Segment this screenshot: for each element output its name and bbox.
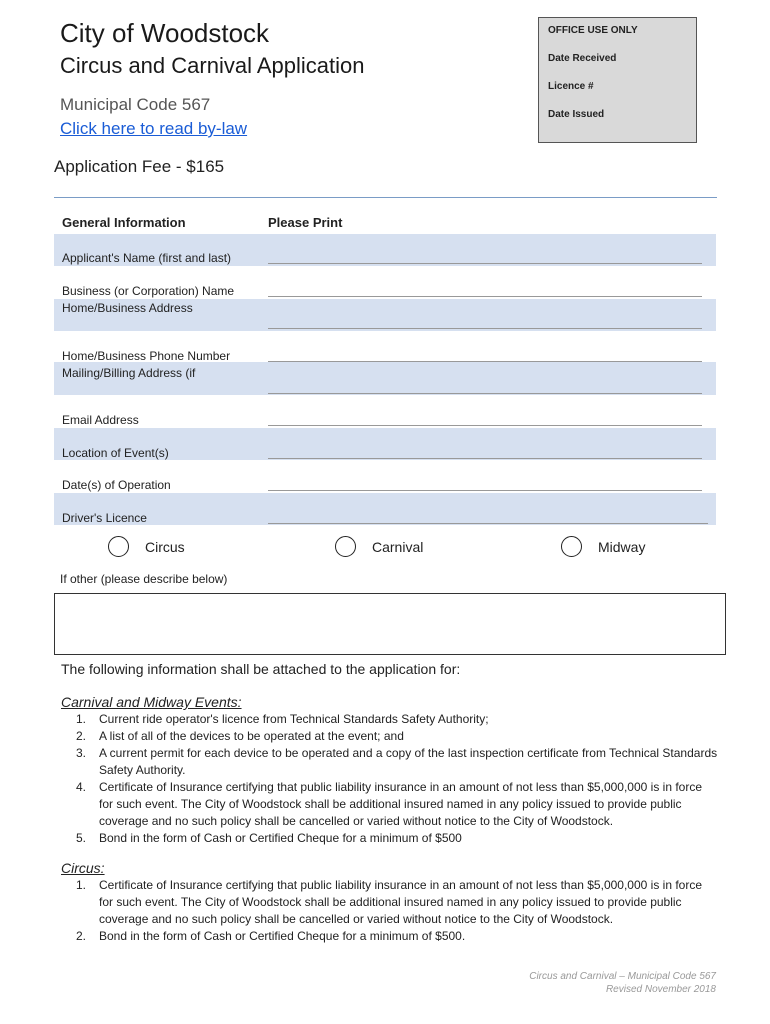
list-item <box>76 928 719 945</box>
list-text: A list of all of the devices to be operated at the event; and <box>99 729 404 743</box>
list-text: Bond in the form of Cash or Certified Cheque for a minimum of $500 <box>99 831 462 845</box>
list-number: 2. <box>76 729 87 743</box>
application-fee: Application Fee - $165 <box>54 157 225 176</box>
circus-requirements-list <box>76 877 719 945</box>
list-item <box>76 877 719 928</box>
list-text: Certificate of Insurance certifying that public liability insurance in an amount of not less than $5,000,000 is in force for such event. The City of Woodstock shall be additional insured named in any policy issued to provide public coverage and no such policy shall be cancelled or varied without notice to the City of Woodstock. <box>99 878 703 926</box>
home-address-field[interactable] <box>268 328 702 329</box>
carnival-section-title: Carnival and Midway Events: <box>61 694 242 710</box>
general-info-heading: General Information <box>62 215 186 230</box>
mailing-address-field[interactable] <box>268 393 702 394</box>
list-number: 3. <box>76 746 87 760</box>
office-use-title: OFFICE USE ONLY <box>548 25 638 36</box>
attachments-intro: The following information shall be attached to the application for: <box>61 661 461 677</box>
applicant-name-label: Applicant's Name (first and last) <box>62 251 232 265</box>
form-title: Circus and Carnival Application <box>60 53 365 78</box>
midway-option[interactable] <box>561 536 645 557</box>
location-field[interactable] <box>268 458 702 459</box>
circus-section-title: Circus: <box>61 860 105 876</box>
carnival-radio[interactable] <box>335 536 356 557</box>
please-print-heading: Please Print <box>268 215 343 230</box>
list-number: 1. <box>76 878 87 892</box>
dates-field[interactable] <box>268 490 702 491</box>
list-item <box>76 728 719 745</box>
location-label: Location of Event(s) <box>62 446 169 460</box>
municipal-code: Municipal Code 567 <box>60 95 211 114</box>
phone-label: Home/Business Phone Number <box>62 349 231 363</box>
drivers-licence-field[interactable] <box>268 523 708 524</box>
licence-number-label: Licence # <box>548 81 594 92</box>
circus-option-label: Circus <box>145 538 185 555</box>
business-name-label: Business (or Corporation) Name <box>62 284 235 298</box>
phone-field[interactable] <box>268 361 702 362</box>
list-number: 4. <box>76 780 87 794</box>
list-item <box>76 779 719 830</box>
bylaw-link[interactable]: Click here to read by-law <box>60 119 248 138</box>
list-number: 2. <box>76 929 87 943</box>
list-item <box>76 745 719 779</box>
list-item <box>76 711 719 728</box>
list-item <box>76 830 719 847</box>
home-address-label: Home/Business Address <box>62 301 193 315</box>
footer-revised: Revised November 2018 <box>605 984 716 995</box>
city-title: City of Woodstock <box>60 18 270 48</box>
list-text: Certificate of Insurance certifying that public liability insurance in an amount of not less than $5,000,000 is in force for such event. The City of Woodstock shall be additional insured named in any policy issued to provide public coverage and no such policy shall be cancelled or varied without notice to the City of Woodstock. <box>99 780 703 828</box>
date-issued-label: Date Issued <box>548 109 605 120</box>
list-text: Bond in the form of Cash or Certified Cheque for a minimum of $500. <box>99 929 466 943</box>
date-received-label: Date Received <box>548 53 617 64</box>
list-number: 1. <box>76 712 87 726</box>
applicant-name-field[interactable] <box>268 263 702 264</box>
list-text: A current permit for each device to be operated and a copy of the last inspection certificate from Technical Standards Safety Authority. <box>99 746 718 777</box>
footer <box>529 970 716 996</box>
carnival-option-label: Carnival <box>372 538 424 555</box>
carnival-option[interactable] <box>335 536 423 557</box>
list-number: 5. <box>76 831 87 845</box>
circus-option[interactable] <box>108 536 185 557</box>
footer-title: Circus and Carnival – Municipal Code 567 <box>529 971 716 982</box>
other-description-label: If other (please describe below) <box>60 572 228 586</box>
dates-label: Date(s) of Operation <box>62 478 171 492</box>
carnival-requirements-list <box>76 711 719 847</box>
drivers-licence-label: Driver's Licence <box>62 511 147 525</box>
business-name-field[interactable] <box>268 296 702 297</box>
mailing-address-label: Mailing/Billing Address (if <box>62 366 196 380</box>
midway-radio[interactable] <box>561 536 582 557</box>
midway-option-label: Midway <box>598 538 646 555</box>
email-field[interactable] <box>268 425 702 426</box>
divider <box>54 197 717 198</box>
list-text: Current ride operator's licence from Technical Standards Safety Authority; <box>99 712 489 726</box>
other-description-textarea[interactable] <box>54 593 726 655</box>
circus-radio[interactable] <box>108 536 129 557</box>
email-label: Email Address <box>62 413 139 427</box>
row-band <box>54 493 716 525</box>
office-use-box <box>538 17 697 143</box>
